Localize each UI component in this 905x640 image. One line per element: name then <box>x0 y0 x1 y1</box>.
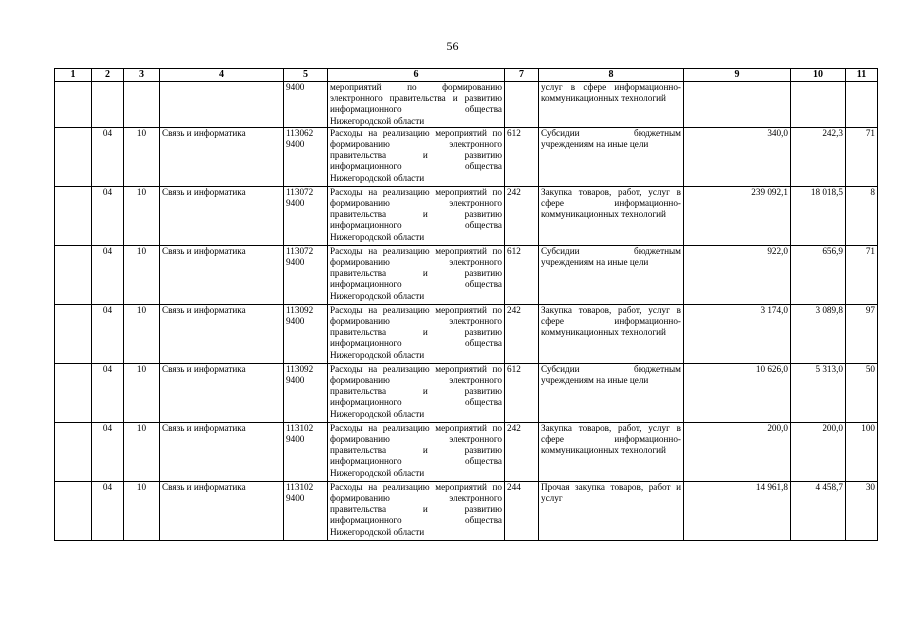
target-code-cell: 9400 <box>284 82 328 128</box>
subsection-cell: 10 <box>124 363 160 422</box>
actual-amount-cell: 5 313,0 <box>791 363 846 422</box>
target-code-cell: 113062 9400 <box>284 127 328 186</box>
cell <box>846 82 878 128</box>
planned-amount-cell: 340,0 <box>684 127 791 186</box>
cell <box>684 82 791 128</box>
expense-type-cell: Прочая закупка товаров, работ и услуг <box>539 481 684 540</box>
expense-type-cell: услуг в сфере информационно-коммуникационных технологий <box>539 82 684 128</box>
page-number: 56 <box>446 39 459 53</box>
subsection-cell: 10 <box>124 245 160 304</box>
column-header: 4 <box>160 69 284 82</box>
subsection-cell: 10 <box>124 304 160 363</box>
actual-amount-cell: 18 018,5 <box>791 186 846 245</box>
expense-type-cell: Субсидии бюджетным учреждениям на иные цели <box>539 363 684 422</box>
section-cell: 04 <box>92 186 124 245</box>
expense-code-cell: 612 <box>505 127 539 186</box>
actual-amount-cell: 200,0 <box>791 422 846 481</box>
percent-cell: 100 <box>846 422 878 481</box>
percent-cell: 50 <box>846 363 878 422</box>
expense-code-cell: 242 <box>505 422 539 481</box>
cell <box>55 422 92 481</box>
column-header: 7 <box>505 69 539 82</box>
actual-amount-cell: 656,9 <box>791 245 846 304</box>
subsection-cell: 10 <box>124 481 160 540</box>
subsection-cell: 10 <box>124 186 160 245</box>
table-row <box>55 304 878 363</box>
section-name-cell: Связь и информатика <box>160 245 284 304</box>
planned-amount-cell: 200,0 <box>684 422 791 481</box>
section-cell: 04 <box>92 481 124 540</box>
continuation-row <box>55 82 878 128</box>
expense-code-cell: 612 <box>505 363 539 422</box>
column-header: 6 <box>328 69 505 82</box>
description-cell: Расходы на реализацию мероприятий по формированию электронного правительства и развитию информационного общества Нижегородской области <box>328 304 505 363</box>
target-code-cell: 113102 9400 <box>284 481 328 540</box>
section-name-cell: Связь и информатика <box>160 304 284 363</box>
cell <box>55 481 92 540</box>
cell <box>160 82 284 128</box>
table-row <box>55 127 878 186</box>
expense-type-cell: Закупка товаров, работ, услуг в сфере информационно-коммуникационных технологий <box>539 422 684 481</box>
description-cell: Расходы на реализацию мероприятий по формированию электронного правительства и развитию информационного общества Нижегородской области <box>328 186 505 245</box>
column-header: 2 <box>92 69 124 82</box>
column-header: 10 <box>791 69 846 82</box>
description-cell: Расходы на реализацию мероприятий по формированию электронного правительства и развитию информационного общества Нижегородской области <box>328 245 505 304</box>
section-name-cell: Связь и информатика <box>160 422 284 481</box>
description-cell: Расходы на реализацию мероприятий по формированию электронного правительства и развитию информационного общества Нижегородской области <box>328 481 505 540</box>
target-code-cell: 113072 9400 <box>284 245 328 304</box>
table-row <box>55 481 878 540</box>
table-row <box>55 422 878 481</box>
planned-amount-cell: 10 626,0 <box>684 363 791 422</box>
section-name-cell: Связь и информатика <box>160 363 284 422</box>
percent-cell: 71 <box>846 127 878 186</box>
description-cell: Расходы на реализацию мероприятий по формированию электронного правительства и развитию информационного общества Нижегородской области <box>328 422 505 481</box>
expense-type-cell: Закупка товаров, работ, услуг в сфере информационно-коммуникационных технологий <box>539 186 684 245</box>
column-header: 11 <box>846 69 878 82</box>
planned-amount-cell: 3 174,0 <box>684 304 791 363</box>
actual-amount-cell: 242,3 <box>791 127 846 186</box>
percent-cell: 71 <box>846 245 878 304</box>
expense-code-cell: 244 <box>505 481 539 540</box>
planned-amount-cell: 239 092,1 <box>684 186 791 245</box>
description-cell: Расходы на реализацию мероприятий по формированию электронного правительства и развитию информационного общества Нижегородской области <box>328 363 505 422</box>
cell <box>791 82 846 128</box>
cell <box>55 304 92 363</box>
table-body <box>55 127 878 540</box>
section-cell: 04 <box>92 127 124 186</box>
column-header: 1 <box>55 69 92 82</box>
target-code-cell: 113092 9400 <box>284 304 328 363</box>
percent-cell: 30 <box>846 481 878 540</box>
table-row <box>55 245 878 304</box>
header-row <box>55 69 878 82</box>
percent-cell: 8 <box>846 186 878 245</box>
expense-type-cell: Субсидии бюджетным учреждениям на иные цели <box>539 245 684 304</box>
section-cell: 04 <box>92 422 124 481</box>
target-code-cell: 113092 9400 <box>284 363 328 422</box>
section-name-cell: Связь и информатика <box>160 481 284 540</box>
expense-type-cell: Закупка товаров, работ, услуг в сфере информационно-коммуникационных технологий <box>539 304 684 363</box>
cell <box>505 82 539 128</box>
cell <box>55 186 92 245</box>
planned-amount-cell: 922,0 <box>684 245 791 304</box>
section-cell: 04 <box>92 304 124 363</box>
cell <box>55 245 92 304</box>
percent-cell: 97 <box>846 304 878 363</box>
column-header: 9 <box>684 69 791 82</box>
expense-type-cell: Субсидии бюджетным учреждениям на иные цели <box>539 127 684 186</box>
actual-amount-cell: 4 458,7 <box>791 481 846 540</box>
expense-code-cell: 242 <box>505 186 539 245</box>
column-header: 5 <box>284 69 328 82</box>
target-code-cell: 113072 9400 <box>284 186 328 245</box>
target-code-cell: 113102 9400 <box>284 422 328 481</box>
cell <box>55 82 92 128</box>
section-name-cell: Связь и информатика <box>160 127 284 186</box>
cell <box>92 82 124 128</box>
column-header: 8 <box>539 69 684 82</box>
table-row <box>55 363 878 422</box>
cell <box>124 82 160 128</box>
expense-code-cell: 242 <box>505 304 539 363</box>
section-cell: 04 <box>92 363 124 422</box>
subsection-cell: 10 <box>124 422 160 481</box>
column-header: 3 <box>124 69 160 82</box>
description-cell: Расходы на реализацию мероприятий по формированию электронного правительства и развитию информационного общества Нижегородской области <box>328 127 505 186</box>
subsection-cell: 10 <box>124 127 160 186</box>
planned-amount-cell: 14 961,8 <box>684 481 791 540</box>
expense-code-cell: 612 <box>505 245 539 304</box>
budget-table <box>54 68 878 541</box>
section-cell: 04 <box>92 245 124 304</box>
cell <box>55 363 92 422</box>
table-row <box>55 186 878 245</box>
actual-amount-cell: 3 089,8 <box>791 304 846 363</box>
cell <box>55 127 92 186</box>
section-name-cell: Связь и информатика <box>160 186 284 245</box>
description-cell: мероприятий по формированию электронного правительства и развитию информационного общества Нижегородской области <box>328 82 505 128</box>
